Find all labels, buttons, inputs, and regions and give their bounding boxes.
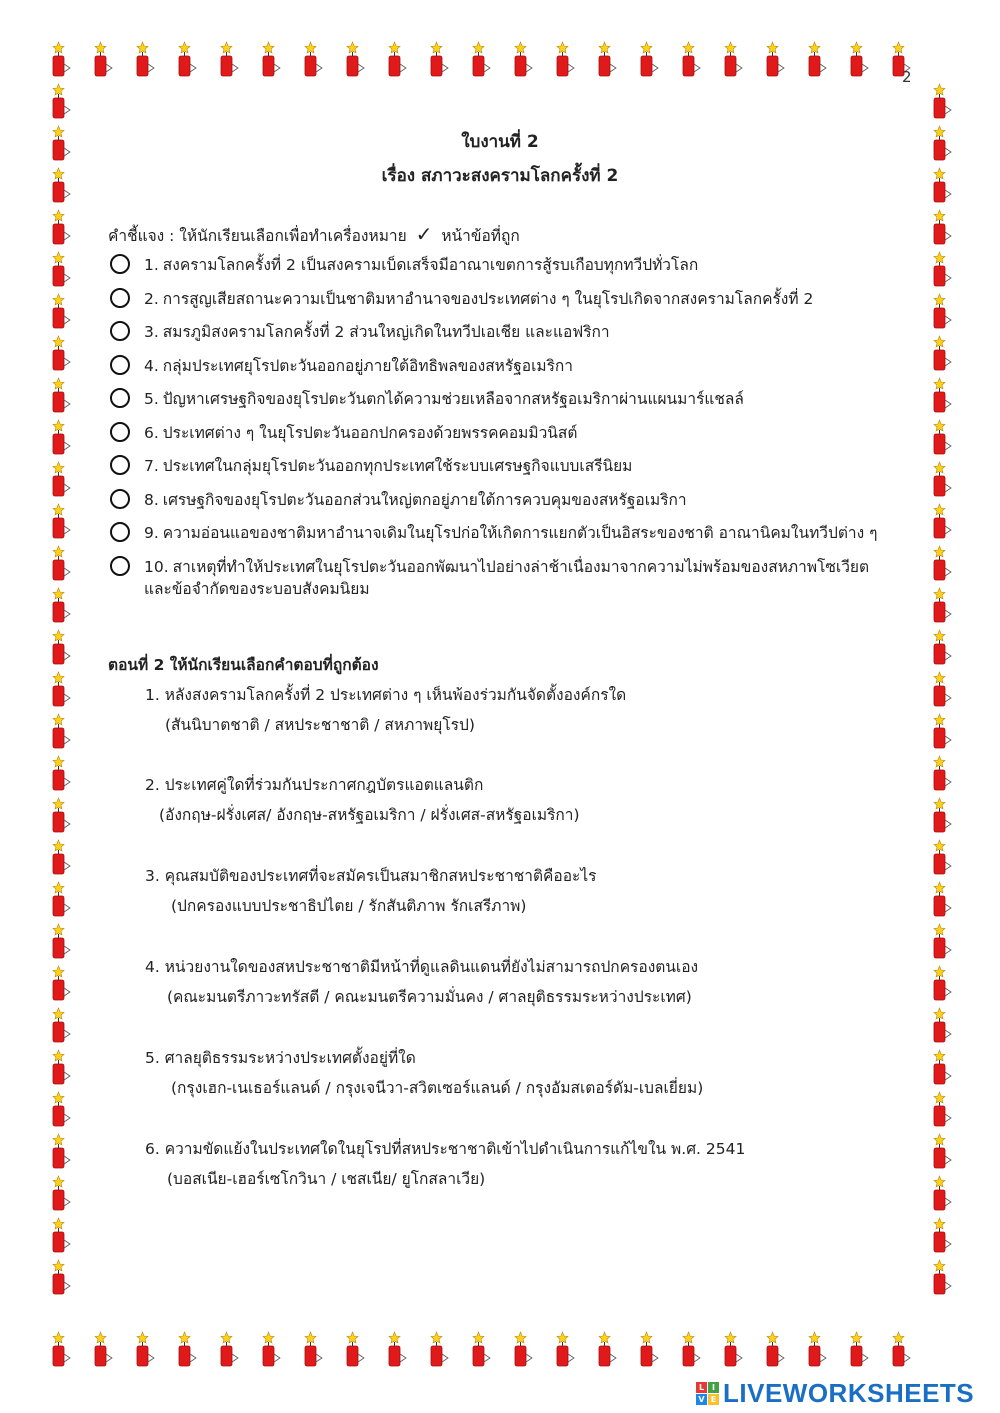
candle-icon [53,294,70,328]
candle-icon [934,210,951,244]
answer-circle[interactable] [110,321,130,341]
candle-icon [934,378,951,412]
instruction-text: คำชี้แจง : ให้นักเรียนเลือกเพื่อทำเครื่องหมาย [108,227,407,245]
candle-icon [809,42,826,76]
question-block [145,770,945,830]
item-text: กลุ่มประเทศยุโรปตะวันออกอยู่ภายใต้อิทธิพลของสหรัฐอเมริกา [162,356,574,375]
candle-icon [347,1332,364,1366]
item-text: สมรภูมิสงครามโลกครั้งที่ 2 ส่วนใหญ่เกิดในทวีปเอเชีย และแอฟริกา [162,323,610,341]
list-item [108,321,928,343]
answer-circle[interactable] [110,254,130,274]
candle-icon [53,1176,70,1210]
candle-icon [53,1134,70,1168]
candle-icon [683,42,700,76]
liveworksheets-logo-icon [696,1382,719,1405]
question-block [145,680,945,740]
candle-icon [53,672,70,706]
candle-icon [389,42,406,76]
candle-icon [53,462,70,496]
candle-icon [221,42,238,76]
instruction-text-end: หน้าข้อที่ถูก [441,227,520,245]
item-text: ประเทศต่าง ๆ ในยุโรปตะวันออกปกครองด้วยพรรคคอมมิวนิสต์ [162,423,578,442]
candle-icon [179,1332,196,1366]
liveworksheets-wordmark: LIVEWORKSHEETS [723,1377,975,1408]
candle-icon [53,714,70,748]
candle-icon [53,630,70,664]
candle-icon [934,1260,951,1294]
candle-icon [53,756,70,790]
question-block [145,952,945,1012]
candle-icon [893,1332,910,1366]
candle-icon [53,420,70,454]
candle-icon [431,1332,448,1366]
candle-icon [725,42,742,76]
candle-icon [934,1008,951,1042]
liveworksheets-brand[interactable] [696,1378,974,1408]
answer-options[interactable]: (กรุงเฮก-เนเธอร์แลนด์ / กรุงเจนีวา-สวิตเซอร์แลนด์ / กรุงอัมสเตอร์ดัม-เบลเยี่ยม) [171,1079,704,1097]
candle-icon [53,882,70,916]
candle-icon [263,42,280,76]
answer-circle[interactable] [110,455,130,475]
candle-icon [934,588,951,622]
candle-icon [599,42,616,76]
candle-icon [53,84,70,118]
logo-letter: I [708,1382,719,1393]
candle-icon [53,1092,70,1126]
list-item [108,489,928,511]
item-number: 6. [144,423,159,442]
question-block [145,861,945,921]
candle-icon [557,1332,574,1366]
answer-options[interactable]: (อังกฤษ-ฝรั่งเศส/ อังกฤษ-สหรัฐอเมริกา / ฝรั่งเศส-สหรัฐอเมริกา) [159,806,580,824]
candle-icon [53,336,70,370]
section1-list [108,254,928,611]
list-item [108,388,928,410]
candle-icon [179,42,196,76]
candle-icon [683,1332,700,1366]
list-item [108,422,928,444]
candle-icon [934,252,951,286]
candle-icon [263,1332,280,1366]
candle-icon [934,630,951,664]
candle-icon [599,1332,616,1366]
item-number: 3. [144,323,159,341]
candle-icon [53,1050,70,1084]
candle-icon [53,924,70,958]
candle-icon [934,336,951,370]
candle-icon [809,1332,826,1366]
candle-icon [641,1332,658,1366]
question-text: 6. ความขัดแย้งในประเทศใดในยุโรปที่สหประชาชาติเข้าไปดำเนินการแก้ไขใน พ.ศ. 2541 [145,1140,746,1158]
candle-icon [95,42,112,76]
item-text-continuation: และข้อจำกัดของระบอบสังคมนิยม [144,579,370,598]
item-text: สาเหตุที่ทำให้ประเทศในยุโรปตะวันออกพัฒนาไปอย่างล่าช้าเนื่องมาจากความไม่พร้อมของสหภาพโซเวียต [172,557,870,576]
page-number: 2 [902,68,912,86]
answer-options[interactable]: (ปกครองแบบประชาธิปไตย / รักสันติภาพ รักเสรีภาพ) [171,897,527,915]
candle-icon [934,420,951,454]
item-number: 10. [144,557,169,576]
list-item [108,254,928,276]
item-text: ความอ่อนแอของชาติมหาอำนาจเดิมในยุโรปก่อให้เกิดการแยกตัวเป็นอิสระของชาติ อาณานิคมในทวีปต่าง ๆ [162,524,878,542]
candle-icon [137,42,154,76]
candle-icon [53,966,70,1000]
list-item [108,288,928,310]
item-text: การสูญเสียสถานะความเป็นชาติมหาอำนาจของประเทศต่าง ๆ ในยุโรปเกิดจากสงครามโลกครั้งที่ 2 [162,289,814,308]
candle-icon [137,1332,154,1366]
candle-icon [53,252,70,286]
question-text: 1. หลังสงครามโลกครั้งที่ 2 ประเทศต่าง ๆ เห็นพ้องร่วมกันจัดตั้งองค์กรใด [145,686,627,704]
candle-icon [934,1218,951,1252]
item-number: 8. [144,490,159,509]
candle-icon [389,1332,406,1366]
candle-icon [851,1332,868,1366]
answer-circle[interactable] [110,556,130,576]
item-number: 9. [144,524,159,542]
candle-icon [53,546,70,580]
item-text: สงครามโลกครั้งที่ 2 เป็นสงครามเบ็ดเสร็จมีอาณาเขตการสู้รบเกือบทุกทวีปทั่วโลก [162,256,699,274]
candle-icon [473,42,490,76]
list-item [108,455,928,477]
candle-icon [934,294,951,328]
candle-icon [53,1218,70,1252]
question-block [145,1134,945,1194]
answer-circle[interactable] [110,355,130,375]
item-number: 7. [144,457,159,475]
worksheet-title: ใบงานที่ 2 [461,132,539,152]
worksheet-subtitle: เรื่อง สภาวะสงครามโลกครั้งที่ 2 [381,166,619,186]
logo-letter: E [708,1394,719,1405]
section1-instruction [108,222,520,248]
candle-icon [934,84,951,118]
item-text: ปัญหาเศรษฐกิจของยุโรปตะวันตกได้ความช่วยเหลือจากสหรัฐอเมริกาผ่านแผนมาร์แชลล์ [162,390,744,408]
item-number: 2. [144,289,159,308]
candle-icon [934,462,951,496]
item-number: 5. [144,390,159,408]
candle-icon [53,798,70,832]
candle-icon [221,1332,238,1366]
question-text: 3. คุณสมบัติของประเทศที่จะสมัครเป็นสมาชิกสหประชาชาติคืออะไร [145,867,597,885]
answer-options[interactable]: (คณะมนตรีภาวะทรัสตี / คณะมนตรีความมั่นคง / ศาลยุติธรรมระหว่างประเทศ) [167,988,692,1006]
candle-icon [725,1332,742,1366]
item-number: 4. [144,356,159,375]
candle-icon [473,1332,490,1366]
candle-icon [305,1332,322,1366]
list-item [108,522,928,544]
answer-circle[interactable] [110,489,130,509]
candle-icon [53,840,70,874]
answer-circle[interactable] [110,288,130,308]
list-item [108,556,928,600]
question-text: 4. หน่วยงานใดของสหประชาชาติมีหน้าที่ดูแลดินแดนที่ยังไม่สามารถปกครองตนเอง [145,958,699,976]
question-text: 5. ศาลยุติธรรมระหว่างประเทศตั้งอยู่ที่ใด [145,1049,416,1067]
candle-icon [305,42,322,76]
answer-circle[interactable] [110,422,130,442]
candle-icon [53,378,70,412]
section2-title: ตอนที่ 2 ให้นักเรียนเลือกคำตอบที่ถูกต้อง [108,656,379,674]
checkmark-icon: ✓ [415,222,433,246]
candle-icon [767,1332,784,1366]
candle-icon [95,1332,112,1366]
item-number: 1. [144,256,159,274]
candle-icon [53,210,70,244]
candle-icon [347,42,364,76]
answer-circle[interactable] [110,388,130,408]
candle-icon [851,42,868,76]
logo-letter: L [696,1382,707,1393]
item-text: เศรษฐกิจของยุโรปตะวันออกส่วนใหญ่ตกอยู่ภายใต้การควบคุมของสหรัฐอเมริกา [162,490,687,509]
candle-icon [767,42,784,76]
candle-icon [53,42,70,76]
candle-icon [53,588,70,622]
candle-icon [431,42,448,76]
candle-icon [53,504,70,538]
candle-icon [515,1332,532,1366]
candle-icon [53,1008,70,1042]
question-text: 2. ประเทศคู่ใดที่ร่วมกันประกาศกฎบัตรแอตแลนติก [145,776,484,794]
candle-icon [515,42,532,76]
candle-icon [53,1332,70,1366]
answer-circle[interactable] [110,522,130,542]
question-block [145,1043,945,1103]
candle-icon [557,42,574,76]
candle-icon [934,546,951,580]
answer-options[interactable]: (สันนิบาตชาติ / สหประชาชาติ / สหภาพยุโรป) [165,716,475,734]
candle-icon [641,42,658,76]
candle-icon [53,1260,70,1294]
candle-icon [934,504,951,538]
answer-options[interactable]: (บอสเนีย-เฮอร์เซโกวินา / เชสเนีย/ ยูโกสลาเวีย) [167,1170,486,1188]
list-item [108,355,928,377]
item-text: ประเทศในกลุ่มยุโรปตะวันออกทุกประเทศใช้ระบบเศรษฐกิจแบบเสรีนิยม [162,457,633,475]
logo-letter: V [696,1394,707,1405]
